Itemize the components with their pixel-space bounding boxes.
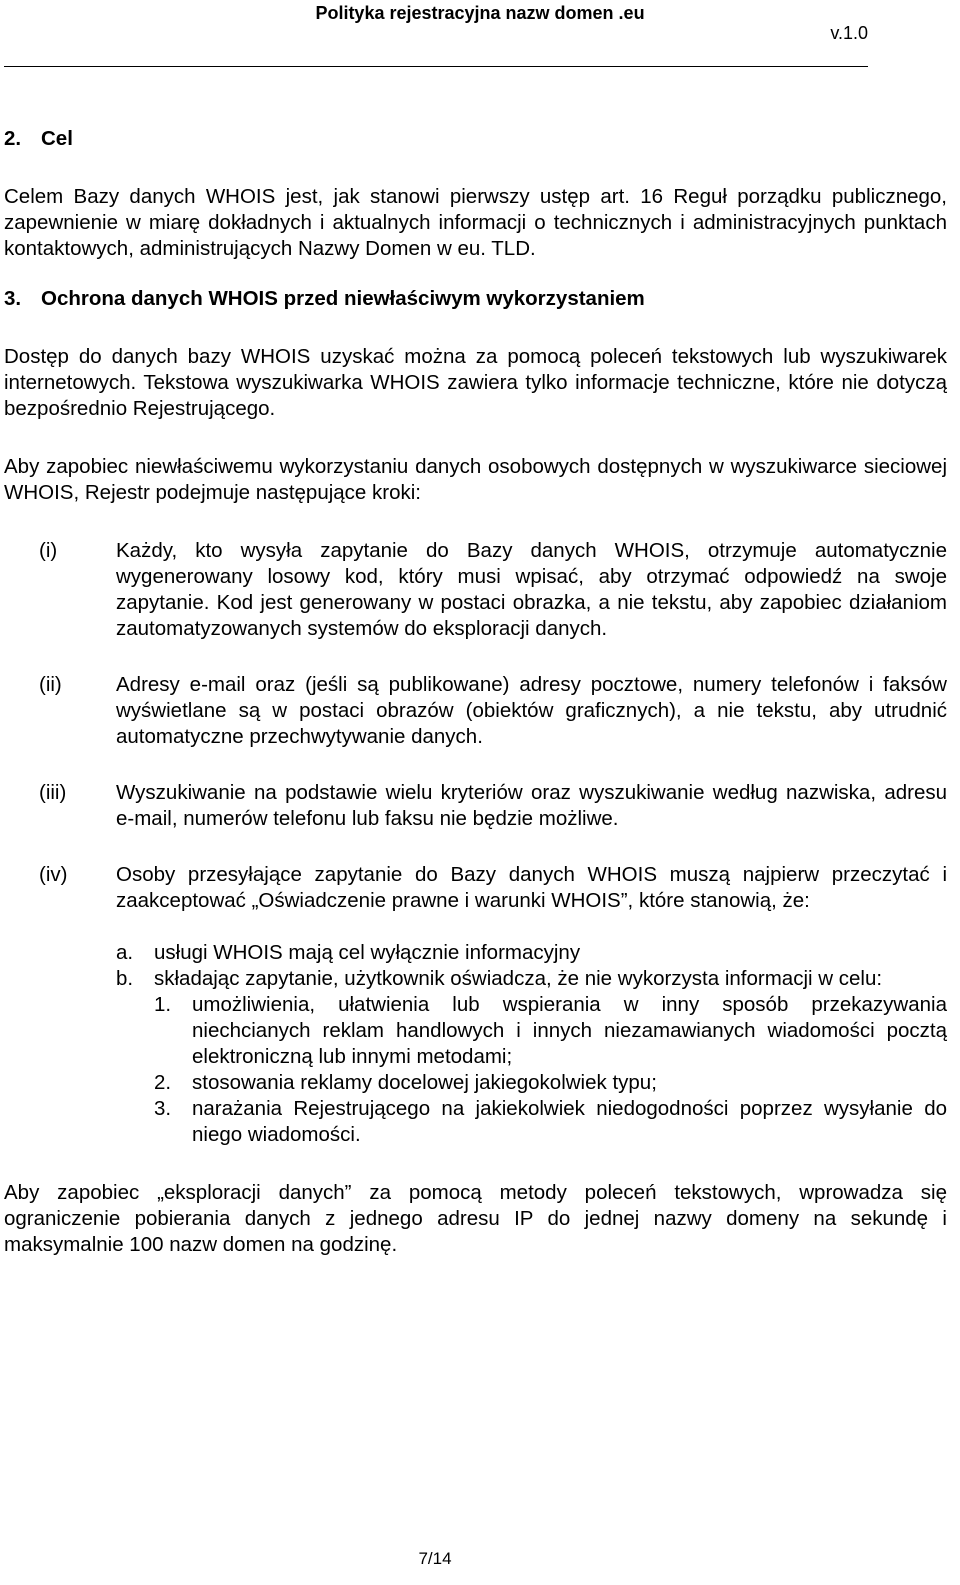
sub-list-item-text: usługi WHOIS mają cel wyłącznie informacyjny xyxy=(154,941,581,964)
list-item xyxy=(4,538,947,642)
numbered-item xyxy=(154,1096,947,1148)
list-item-text: Każdy, kto wysyła zapytanie do Bazy danych WHOIS, otrzymuje automatycznie wygenerowany losowy kod, który musi wpisać, aby otrzymać odpowiedź na swoje zapytanie. Kod jest generowany w postaci obrazka, a nie tekstu, aby zapobiec działaniom zautomatyzowanych systemów do eksploracji danych. xyxy=(116,539,947,640)
section-number: 2. xyxy=(4,127,22,150)
numbered-marker: 1. xyxy=(154,993,172,1016)
sub-list-item xyxy=(116,940,947,966)
closing-paragraph: Aby zapobiec „eksploracji danych” za pomocą metody poleceń tekstowych, wprowadza się ograniczenie pobierania danych z jednego adresu IP do jednej nazwy domeny na sekundę i maksymalnie 100 nazw domen na godzinę. xyxy=(4,1181,947,1256)
section-paragraph: Aby zapobiec niewłaściwemu wykorzystaniu danych osobowych dostępnych w wyszukiwarce sieciowej WHOIS, Rejestr podejmuje następujące kroki: xyxy=(4,455,947,504)
header-divider xyxy=(4,66,868,67)
sub-list-marker: b. xyxy=(116,967,134,990)
list-marker: (i) xyxy=(39,539,58,562)
section-title: Cel xyxy=(41,127,73,150)
sub-list-marker: a. xyxy=(116,941,134,964)
numbered-item-text: narażania Rejestrującego na jakiekolwiek niedogodności poprzez wysyłanie do niego wiadomości. xyxy=(192,1097,947,1146)
list-marker: (iii) xyxy=(39,781,67,804)
conditions-list xyxy=(116,940,947,1148)
list-item xyxy=(4,862,947,1148)
section-paragraph: Celem Bazy danych WHOIS jest, jak stanowi pierwszy ustęp art. 16 Reguł porządku publicznego, zapewnienie w miarę dokładnych i aktualnych informacji o technicznych i administracyjnych punktach kontaktowych, administrujących Nazwy Domen w eu. TLD. xyxy=(4,185,947,260)
list-item xyxy=(4,672,947,750)
numbered-marker: 2. xyxy=(154,1071,172,1094)
section-heading-cel xyxy=(4,126,947,152)
list-item-text: Osoby przesyłające zapytanie do Bazy danych WHOIS muszą najpierw przeczytać i zaakceptować „Oświadczenie prawne i warunki WHOIS”, które stanowią, że: xyxy=(116,863,947,912)
section-paragraph: Dostęp do danych bazy WHOIS uzyskać można za pomocą poleceń tekstowych lub wyszukiwarek internetowych. Tekstowa wyszukiwarka WHOIS zawiera tylko informacje techniczne, które nie dotyczą bezpośrednio Rejestrującego. xyxy=(4,345,947,420)
section-title: Ochrona danych WHOIS przed niewłaściwym wykorzystaniem xyxy=(41,287,645,310)
sub-list-item xyxy=(116,966,947,1148)
sub-list-item-text: składając zapytanie, użytkownik oświadcza, że nie wykorzysta informacji w celu: xyxy=(154,967,883,990)
numbered-item-text: umożliwienia, ułatwienia lub wspierania w inny sposób przekazywania niechcianych reklam handlowych i innych niezamawianych wiadomości pocztą elektroniczną lub innymi metodami; xyxy=(192,993,947,1068)
measures-list xyxy=(4,538,947,1148)
document-body xyxy=(4,126,947,1258)
numbered-item xyxy=(154,992,947,1070)
list-item-text: Adresy e-mail oraz (jeśli są publikowane) adresy pocztowe, numery telefonów i faksów wyświetlane są w postaci obrazów (obiektów graficznych), a nie tekstu, aby utrudnić automatyczne przechwytywanie danych. xyxy=(116,673,947,748)
list-marker: (iv) xyxy=(39,863,68,886)
page-number: 7/14 xyxy=(418,1549,452,1568)
numbered-item xyxy=(154,1070,947,1096)
header-title: Polityka rejestracyjna nazw domen .eu xyxy=(315,3,645,23)
list-item xyxy=(4,780,947,832)
header-version: v.1.0 xyxy=(830,23,868,43)
list-marker: (ii) xyxy=(39,673,62,696)
list-item-text: Wyszukiwanie na podstawie wielu kryteriów oraz wyszukiwanie według nazwiska, adresu e-mail, numerów telefonu lub faksu nie będzie możliwe. xyxy=(116,781,947,830)
numbered-marker: 3. xyxy=(154,1097,172,1120)
section-number: 3. xyxy=(4,287,22,310)
purposes-list xyxy=(154,992,947,1148)
numbered-item-text: stosowania reklamy docelowej jakiegokolwiek typu; xyxy=(192,1071,657,1094)
section-heading-ochrona xyxy=(4,286,947,312)
